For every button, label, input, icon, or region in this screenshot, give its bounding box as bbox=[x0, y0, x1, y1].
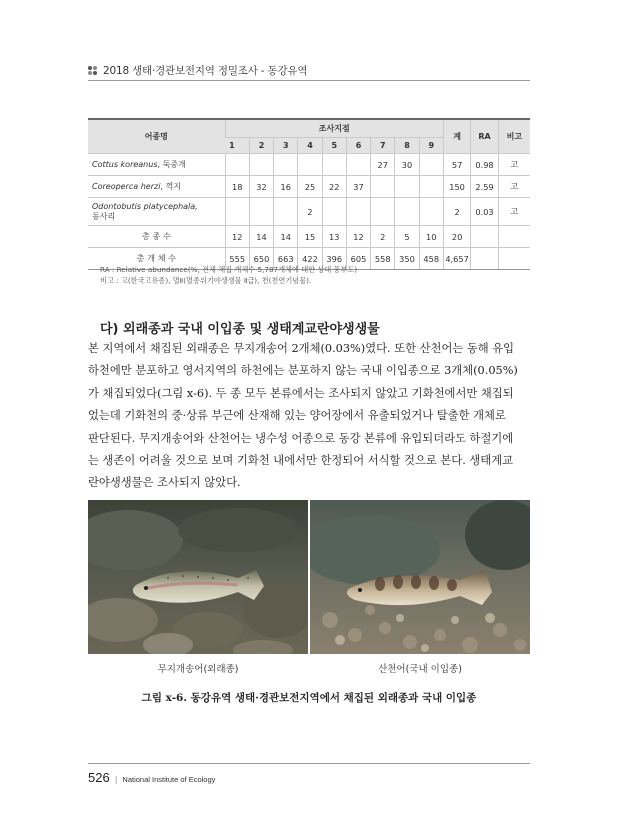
site-count-cell: 350 bbox=[395, 248, 419, 270]
species-name-cell: Coreoperca herzi, 꺽지 bbox=[88, 176, 225, 198]
masu-caption: 산천어(국내 이입종) bbox=[378, 664, 462, 675]
site-count-cell: 13 bbox=[322, 226, 346, 248]
site-count-cell bbox=[395, 198, 419, 226]
sites-column-header: 조사지점 bbox=[225, 119, 443, 138]
ra-cell bbox=[471, 226, 498, 248]
site-count-cell: 12 bbox=[225, 226, 249, 248]
total-cell: 20 bbox=[443, 226, 470, 248]
site-count-cell bbox=[346, 154, 370, 176]
ra-column-header: RA bbox=[471, 119, 498, 154]
site-count-cell: 2 bbox=[298, 198, 322, 226]
note-cell: 고 bbox=[498, 198, 530, 226]
site-count-cell: 422 bbox=[298, 248, 322, 270]
paragraph-line: 하천에만 분포하고 영서지역의 하천에는 분포하지 않는 국내 이입종으로 3개체(0.05%) bbox=[88, 364, 518, 378]
body-paragraph bbox=[88, 338, 530, 495]
site-count-cell: 555 bbox=[225, 248, 249, 270]
site-count-cell: 396 bbox=[322, 248, 346, 270]
site-number-header: 2 bbox=[249, 138, 273, 154]
site-count-cell: 5 bbox=[395, 226, 419, 248]
paragraph-line: 란야생생물은 조사되지 않았다. bbox=[88, 476, 241, 490]
running-header bbox=[88, 63, 307, 78]
section-heading: 다) 외래종과 국내 이입종 및 생태계교란야생생물 bbox=[100, 322, 380, 337]
ra-cell: 0.03 bbox=[471, 198, 498, 226]
paragraph-line: 가 채집되었다(그림 x-6). 두 종 모두 본류에서는 조사되지 않았고 기화천에서만 채집되 bbox=[88, 386, 514, 400]
species-total-row bbox=[88, 226, 530, 248]
footer-organization: National Institute of Ecology bbox=[122, 775, 216, 784]
site-count-cell bbox=[395, 176, 419, 198]
site-count-cell: 558 bbox=[371, 248, 395, 270]
site-number-header: 3 bbox=[274, 138, 298, 154]
site-number-header: 1 bbox=[225, 138, 249, 154]
ra-cell: 0.98 bbox=[471, 154, 498, 176]
site-count-cell bbox=[274, 154, 298, 176]
total-cell: 150 bbox=[443, 176, 470, 198]
trout-caption: 무지개송어(외래종) bbox=[157, 664, 239, 675]
site-count-cell bbox=[225, 198, 249, 226]
site-number-header: 8 bbox=[395, 138, 419, 154]
site-number-header: 9 bbox=[419, 138, 443, 154]
fish-survey-table bbox=[88, 118, 530, 270]
header-title: 2018 생태·경관보전지역 정밀조사 - 동강유역 bbox=[103, 65, 308, 77]
site-count-cell: 650 bbox=[249, 248, 273, 270]
site-count-cell bbox=[322, 154, 346, 176]
table-row bbox=[88, 198, 530, 226]
table-notes bbox=[100, 264, 357, 286]
page-number: 526 bbox=[88, 770, 110, 785]
footer-divider bbox=[88, 763, 530, 764]
total-column-header: 계 bbox=[443, 119, 470, 154]
site-count-cell bbox=[346, 198, 370, 226]
footer-separator: | bbox=[114, 775, 118, 784]
table-row bbox=[88, 176, 530, 198]
site-count-cell: 2 bbox=[371, 226, 395, 248]
site-count-cell: 27 bbox=[371, 154, 395, 176]
table-row bbox=[88, 154, 530, 176]
site-count-cell: 30 bbox=[395, 154, 419, 176]
bullet-dots-icon bbox=[88, 66, 97, 75]
paragraph-line: 판단된다. 무지개송어와 산천어는 냉수성 어종으로 동강 본류에 유입되더라도 하절기에 bbox=[88, 431, 514, 445]
header-divider bbox=[88, 80, 530, 81]
note-cell: 고 bbox=[498, 176, 530, 198]
site-count-cell bbox=[371, 198, 395, 226]
site-count-cell: 16 bbox=[274, 176, 298, 198]
site-number-header: 5 bbox=[322, 138, 346, 154]
species-column-header: 어종명 bbox=[88, 119, 225, 154]
site-number-header: 6 bbox=[346, 138, 370, 154]
site-count-cell: 32 bbox=[249, 176, 273, 198]
site-count-cell bbox=[249, 154, 273, 176]
table-note-remark: 비고 : 고(한국고유종), 멸Ⅱ(멸종위기야생생물 Ⅱ급), 천(천연기념물). bbox=[100, 276, 312, 285]
masu-salmon-photo bbox=[310, 500, 530, 654]
note-cell bbox=[498, 248, 530, 270]
site-count-cell: 605 bbox=[346, 248, 370, 270]
table-note-ra: RA : Relative abundance(%, 전체 채집 개체수 5,787개체에 대한 상대 풍부도) bbox=[100, 265, 358, 274]
site-count-cell: 15 bbox=[298, 226, 322, 248]
site-count-cell: 14 bbox=[249, 226, 273, 248]
individual-total-label: 총 개 체 수 bbox=[88, 248, 225, 270]
site-number-header: 7 bbox=[371, 138, 395, 154]
site-count-cell bbox=[298, 154, 322, 176]
species-total-label: 총 종 수 bbox=[88, 226, 225, 248]
site-count-cell: 22 bbox=[322, 176, 346, 198]
site-count-cell: 10 bbox=[419, 226, 443, 248]
site-count-cell: 458 bbox=[419, 248, 443, 270]
rainbow-trout-photo bbox=[88, 500, 308, 654]
paragraph-line: 본 지역에서 채집된 외래종은 무지개송어 2개체(0.03%)였다. 또한 산천어는 동해 유입 bbox=[88, 342, 515, 355]
site-count-cell bbox=[419, 154, 443, 176]
paragraph-line: 는 생존이 어려울 것으로 보며 기화천 내에서만 한정되어 서식할 것으로 본다. 생태계교 bbox=[88, 454, 514, 468]
site-count-cell bbox=[419, 176, 443, 198]
site-count-cell: 14 bbox=[274, 226, 298, 248]
ra-cell bbox=[471, 248, 498, 270]
site-count-cell: 12 bbox=[346, 226, 370, 248]
site-count-cell bbox=[322, 198, 346, 226]
total-cell: 2 bbox=[443, 198, 470, 226]
site-number-header: 4 bbox=[298, 138, 322, 154]
paragraph-line: 었는데 기화천의 중·상류 부근에 산재해 있는 양어장에서 유출되었거나 탈출한 개체로 bbox=[88, 409, 506, 423]
note-cell: 고 bbox=[498, 154, 530, 176]
site-count-cell: 663 bbox=[274, 248, 298, 270]
species-name-cell: Cottus koreanus, 둑중개 bbox=[88, 154, 225, 176]
species-name-cell: Odontobutis platycephala, 동사리 bbox=[88, 198, 225, 226]
total-cell: 57 bbox=[443, 154, 470, 176]
site-count-cell: 18 bbox=[225, 176, 249, 198]
note-cell bbox=[498, 226, 530, 248]
site-count-cell bbox=[274, 198, 298, 226]
total-cell: 4,657 bbox=[443, 248, 470, 270]
note-column-header: 비고 bbox=[498, 119, 530, 154]
site-count-cell bbox=[419, 198, 443, 226]
site-count-cell bbox=[225, 154, 249, 176]
site-count-cell: 37 bbox=[346, 176, 370, 198]
site-count-cell: 25 bbox=[298, 176, 322, 198]
site-count-cell bbox=[371, 176, 395, 198]
site-count-cell bbox=[249, 198, 273, 226]
ra-cell: 2.59 bbox=[471, 176, 498, 198]
page-footer bbox=[88, 770, 215, 785]
figure-caption: 그림 x-6. 동강유역 생태·경관보전지역에서 채집된 외래종과 국내 이입종 bbox=[141, 692, 477, 704]
